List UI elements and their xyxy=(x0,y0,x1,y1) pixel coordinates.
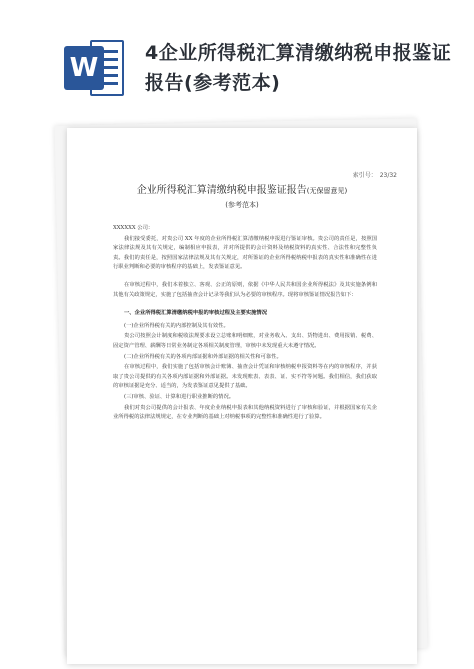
word-badge: W xyxy=(64,46,104,90)
doc-subtitle: (参考范本) xyxy=(225,201,259,209)
section-heading: 一、企业所得税汇算清缴纳税申报的审核过程及主要实施情况 xyxy=(124,310,268,317)
body-paragraph: (一)企业所得税有关的内部控制及其有效性。 xyxy=(124,322,229,329)
doc-title xyxy=(67,184,417,198)
body-paragraph: (三)审核、验证、计算和进行职业推断的情况。 xyxy=(124,393,235,400)
doc-title-text: 企业所得税汇算清缴纳税申报鉴证报告 xyxy=(136,185,307,196)
body-paragraph: (二)企业所得税有关的各项内部证据和外部证据的相关性和可靠性。 xyxy=(124,353,282,360)
doc-title-note: (无保留意见) xyxy=(306,187,348,195)
body-paragraph: 我们对贵公司提供的会计报表、年度企业纳税申报表和其他纳税资料进行了审核和验证，并根据国家有关企业所得税的法律法规规定，在专业判断的基础上对纳税事项的完整性和准确性进行了验算。 xyxy=(113,404,377,421)
document-preview xyxy=(67,128,417,664)
page-title: 4企业所得税汇算清缴纳税申报鉴证报告(参考范本) xyxy=(145,42,452,94)
page-header xyxy=(0,0,474,108)
doc-body xyxy=(113,224,377,424)
body-paragraph: 我们接受委托，对贵公司 XX 年度的企业所得税汇算清缴纳税申报进行鉴证审核。贵公司的责任是，按照国家法律法规及其有关规定，编制相应申报表，并对所提供的会计资料及纳税资料的真实性、合法性和完整性负责。我们的责任是，按照国家法律法规及其有关规定，对所鉴证的企业所得税纳税申报表的真实性和准确性在进行职业判断和必要的审核程序的基础上，发表鉴证意见。 xyxy=(113,235,377,271)
body-paragraph: 贵公司按照会计制度和税收法规要求设立总账和明细账，对业务收入、支出、货物进出、费用报销、税费、固定资产管理、薪酬等日常业务制定各项相关制度管理，审核中未发现重大未遵守情况。 xyxy=(113,333,377,349)
doc-number: 索引号： 23/32 xyxy=(352,172,397,179)
body-paragraph: 在审核过程中，我们实施了包括审核会计账簿、抽查会计凭证和审核纳税申报资料等在内的审核程序，并获取了贵公司提供的有关各项内部证据和外部证据。未发现账表、表表、证、实不符等问题。我们相信，我们获取的审核证据是充分、适当的，为发表鉴证意见提供了基础。 xyxy=(113,364,377,390)
salutation: XXXXXX 公司： xyxy=(113,225,154,231)
body-paragraph: 在审核过程中，我们本着独立、客观、公正的原则，依据《中华人民共和国企业所得税法》及其实施条例和其他有关政策规定，实施了包括抽查会计记录等我们认为必要的审核程序。现将审核鉴证情况报告如下： xyxy=(113,281,377,298)
word-document-icon xyxy=(64,38,126,98)
